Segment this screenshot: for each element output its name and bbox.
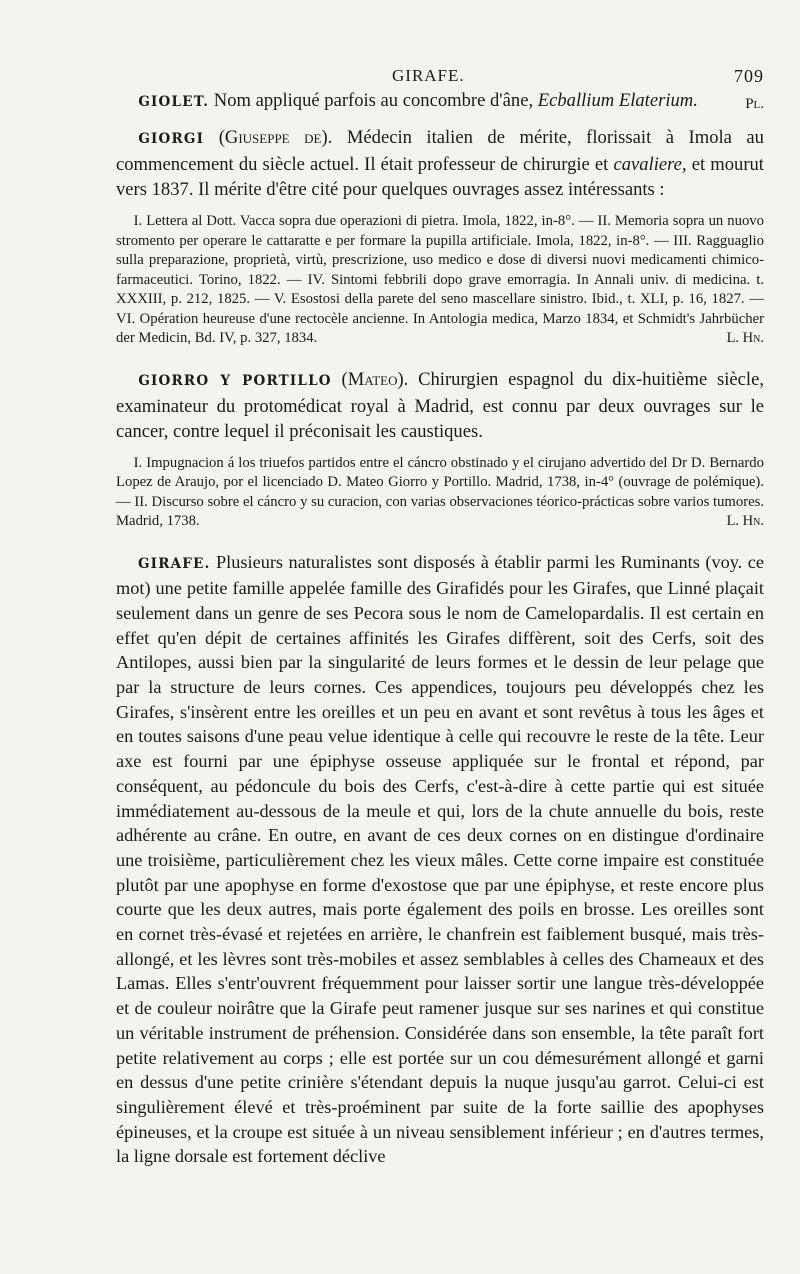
bibliography-text: I. Impugnacion á los triuefos partidos entre el cáncro obstinado y el cirujano advertido del Dr D. Bernardo Lopez de Araujo, por el licenciado D. Mateo Giorro y Portillo. Madrid, 1738, in-4° (ouvrage de polémique). — II. Discurso sobre el cáncro y su curacion, con varias observaciones téorico-prácticas sobre varios tumores. Madrid, 1738. <box>116 454 764 529</box>
bibliography-text: I. Lettera al Dott. Vacca sopra due operazioni di pietra. Imola, 1822, in-8°. — II. Memoria sopra un nuovo stromento per operare le cattaratte e per formare la pupilla artificiale. Imola, 1822, in-8°. — III. Ragguaglio sulla preparazione, proprietà, virtù, prescrizione, uso medico e dose di diversi nuovi medicamenti chimico-farmaceutici. Torino, 1822. — IV. Sintomi febbrili dopo grave emorragia. In Annali univ. di medicina. t. XXXIII, p. 212, 1825. — V. Esostosi della parete del seno mascellare sinistro. Ibid., t. XLI, p. 16, 1827. — VI. Opération heureuse d'une rectocèle ancienne. In Antologia medica, Marzo 1834, et Schmidt's Jahrbücher der Medicin, Bd. IV, p. 327, 1834. <box>116 213 764 346</box>
entry-giorgi <box>116 125 764 202</box>
headword: GIORRO Y PORTILLO <box>138 372 332 389</box>
author-signature: L. Hn. <box>726 330 764 346</box>
headword: GIRAFE. <box>137 555 211 572</box>
entry-text: Chirurgien espagnol du dix-huitième siècle, examinateur du protomédicat royal à Madrid, est connu par deux ouvrages sur le cancer, contre lequel il préconisait les caustiques. <box>116 368 764 442</box>
entry-text: Nom appliqué parfois au concombre d'âne, <box>213 90 534 111</box>
entry-text-italic: cavaliere, <box>613 154 687 175</box>
entry-text: Plusieurs naturalistes sont disposés à établir parmi les Ruminants (voy. ce mot) une petite famille appelée famille des Girafidés pour les Girafes, que Linné plaçait seulement dans un genre de ses Pecora sous le nom de Camelopardalis. Il est certain en effet qu'en dépit de certaines affinités les Girafes diffèrent, soit des Cerfs, soit des Antilopes, aussi bien par la singularité de leurs formes et le dessin de leur pelage que par la structure de leurs cornes. Ces appendices, toujours peu développés chez les Girafes, s'insèrent entre les oreilles et un peu en avant et sont revêtus à tous les âges et en toutes saisons d'une peau velue identique à celle qui recouvre le reste de la tête. Leur axe est fourni par une épiphyse osseuse appliquée sur le frontal et répond, par conséquent, au pédoncule du bois des Cerfs, c'est-à-dire à cette partie qui est située immédiatement au-dessous de la meule et qui, lors de la chute annuelle du bois, reste adhérente au crâne. En outre, en avant de ces deux cornes on en distingue d'ordinaire une troisième, particulièrement chez les vieux mâles. Cette corne impaire est constituée plutôt par une apophyse en forme d'exostose que par une épiphyse, et reste encore plus courte que les deux autres, mais porte également des poils en brosse. Les oreilles sont en cornet très-évasé et rejetées en arrière, le chanfrein est faiblement busqué, mais très-allongé, et les lèvres sont très-mobiles et assez semblables à celles des Chameaux et des Lamas. Elles s'entr'ouvrent fréquemment pour laisser sortir une langue très-développée et de couleur noirâtre que la Girafe peut ramener jusque sur ses narines et qui constitue un véritable instrument de préhension. Considérée dans son ensemble, la tête paraît fort petite relativement au corps ; elle est portée sur un cou démesurément allongé et garni en dessus d'une petite crinière s'étendant depuis la nuque jusqu'au garrot. Celui-ci est singulièrement élevé et très-proéminent par suite de la forte saillie des apophyses épineuses, et la croupe est située à un niveau sensiblement inférieur ; en d'autres termes, la ligne dorsale est fortement déclive <box>116 551 765 1167</box>
name-detail: (Mateo). <box>341 368 409 390</box>
name-detail: (Giuseppe de). <box>218 127 333 148</box>
entry-giorro <box>116 367 764 444</box>
entry-giolet <box>116 88 764 113</box>
author-signature: Pl. <box>745 96 764 112</box>
entry-text-italic: Ecballium Elaterium. <box>537 90 698 111</box>
running-head <box>116 62 764 88</box>
page-number: 709 <box>734 66 764 86</box>
entry-text: Médecin italien de mérite, florissait à Imola au commencement du siècle actuel. Il était professeur de chirurgie et <box>116 127 764 175</box>
entry-girafe <box>116 550 764 1170</box>
author-signature: L. Hn. <box>726 513 764 529</box>
headword: GIORGI <box>138 131 205 147</box>
headword: GIOLET. <box>138 94 210 110</box>
bibliography-giorgi <box>116 212 764 349</box>
entry-text-continued: et mourut vers 1837. Il mérite d'être cité pour quelques ouvrages assez intéressants : <box>116 154 764 200</box>
running-title: GIRAFE. <box>392 66 465 85</box>
bibliography-giorro <box>116 454 764 532</box>
